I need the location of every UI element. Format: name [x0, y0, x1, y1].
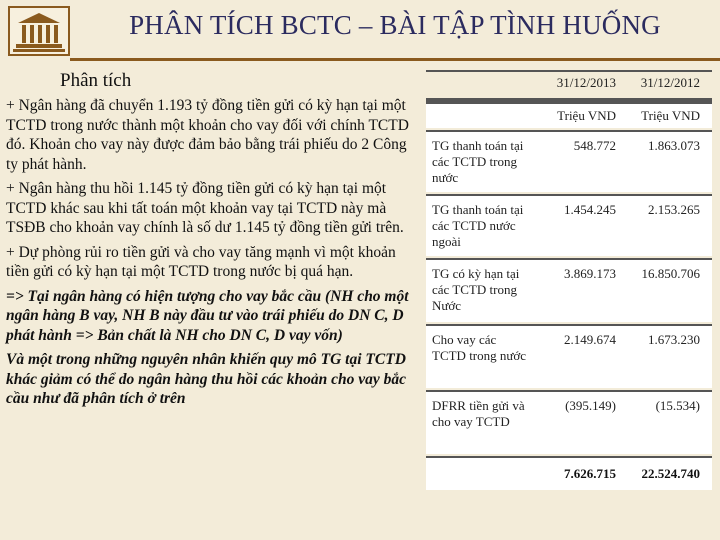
table-date-row [426, 72, 712, 96]
title-divider [70, 58, 720, 61]
table-row [426, 132, 712, 192]
page-title: PHÂN TÍCH BCTC – BÀI TẬP TÌNH HUỐNG [129, 10, 661, 40]
row-value-2013: 548.772 [573, 138, 616, 153]
conclusion-1: => Tại ngân hàng có hiện tượng cho vay bắc cầu (NH cho một ngân hàng B vay, NH B này đầu tư vào trái phiếu do DN C, D phát hành => Bản chất là NH cho DN C, D vay vốn) [6, 287, 409, 344]
table-row [426, 260, 712, 322]
row-label: Cho vay các TCTD trong nước [432, 332, 527, 363]
col-2012-date: 31/12/2012 [640, 75, 700, 90]
row-value-2012: 1.863.073 [648, 138, 700, 153]
table-total-row [426, 458, 712, 490]
table-unit-row [426, 104, 712, 128]
col-2013-date: 31/12/2013 [556, 75, 616, 90]
row-label: TG có kỳ hạn tại các TCTD trong Nước [432, 266, 520, 313]
table-row [426, 392, 712, 454]
analysis-point-2: + Ngân hàng thu hồi 1.145 tỷ đồng tiền gửi có kỳ hạn tại một TCTD khác sau khi tất toán một khoản vay tại TCTD này mà TSĐB cho khoản vay chính là số dư 1.145 tỷ đồng tiền gửi trên. [6, 180, 404, 236]
analysis-point-1: + Ngân hàng đã chuyển 1.193 tỷ đồng tiền gửi có kỳ hạn tại một TCTD trong nước thành một khoản cho vay đối với chính TCTD đó. Khoản cho vay này được đảm bảo bằng trái phiếu do 2 Công ty phát hành. [6, 97, 409, 173]
bank-logo-icon [8, 6, 70, 56]
row-value-2012: 16.850.706 [641, 266, 700, 281]
total-2013: 7.626.715 [564, 466, 616, 481]
row-value-2012: 2.153.265 [648, 202, 700, 217]
section-subhead: Phân tích [60, 70, 132, 91]
table-row [426, 326, 712, 388]
conclusion-2: Và một trong những nguyên nhân khiến quy mô TG tại TCTD khác giảm có thể do ngân hàng thu hồi các khoản cho vay bắc cầu như đã phân tích ở trên [6, 351, 407, 407]
analysis-point-3: + Dự phòng rủi ro tiền gửi và cho vay tăng mạnh vì một khoản tiền gửi có kỳ hạn tại một TCTD trong nước bị quá hạn. [6, 243, 396, 280]
row-value-2013: (395.149) [565, 398, 616, 413]
row-label: TG thanh toán tại các TCTD nước ngoài [432, 202, 524, 249]
col-2013-unit: Triệu VND [557, 108, 616, 123]
row-value-2013: 1.454.245 [564, 202, 616, 217]
row-value-2013: 2.149.674 [564, 332, 616, 347]
row-value-2013: 3.869.173 [564, 266, 616, 281]
analysis-text [6, 96, 414, 414]
row-label: TG thanh toán tại các TCTD trong nước [432, 138, 524, 185]
total-2012: 22.524.740 [641, 466, 700, 481]
row-value-2012: 1.673.230 [648, 332, 700, 347]
table-row [426, 196, 712, 256]
row-label: DFRR tiền gửi và cho vay TCTD [432, 398, 525, 429]
col-2012-unit: Triệu VND [641, 108, 700, 123]
row-value-2012: (15.534) [655, 398, 700, 413]
